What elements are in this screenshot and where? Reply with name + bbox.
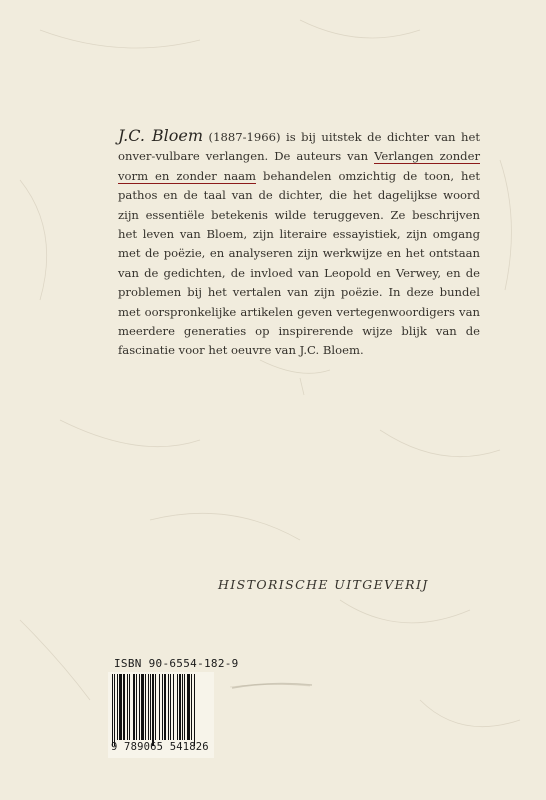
barcode-bar [123, 674, 125, 740]
author-years: (1887-1966) [203, 130, 287, 144]
barcode-bar [155, 674, 156, 740]
barcode-bar [136, 674, 137, 740]
barcode-bar [129, 674, 130, 740]
barcode-bar [191, 674, 192, 740]
barcode-bar [148, 674, 149, 740]
back-cover-blurb [118, 126, 480, 361]
barcode-bar [114, 674, 115, 746]
barcode-bar [152, 674, 154, 746]
book-title: Verlangen zonder vorm en zonder naam [118, 149, 480, 183]
barcode-bar [194, 674, 195, 746]
barcode-digits: 9 789065 541826 [111, 741, 209, 753]
barcode-bar [139, 674, 140, 740]
barcode-bar [173, 674, 174, 740]
barcode-bar [112, 674, 113, 746]
barcode-bar [117, 674, 118, 740]
blurb-text-part-2: behandelen omzichtig de toon, het pathos en de taal van de dichter, die het dagelijkse woord zijn essentiële betekenis wilde teruggeven. Ze beschrijven het leven van Bloem, zijn literaire essayistiek, zijn omgang met de poëzie, en analyseren zijn werkwijze en het ontstaan van de gedichten, de invloed van Leopold en Verwey, en de problemen bij het vertalen van zijn poëzie. In deze bundel met oorspronkelijke artikelen geven vertegenwoordigers van meerdere generaties op inspirerende wijze blijk van de fascinatie voor het oeuvre van J.C. Bloem. [118, 168, 480, 358]
barcode-bar [187, 674, 190, 740]
barcode-bar [179, 674, 181, 740]
barcode-bar [168, 674, 169, 740]
barcode-bar [182, 674, 183, 740]
barcode-bar [159, 674, 160, 740]
publisher-name: HISTORISCHE UITGEVERIJ [218, 577, 429, 592]
barcode-bar [184, 674, 185, 740]
barcode-bar [164, 674, 166, 740]
isbn-label: ISBN 90-6554-182-9 [114, 657, 239, 670]
barcode-bar [162, 674, 163, 740]
barcode-bar [127, 674, 128, 740]
blurb-text-part-1: is bij uitstek de dichter van het onver-vulbare verlangen. De auteurs van [118, 130, 480, 164]
barcode-bar [170, 674, 171, 740]
barcode-bar [141, 674, 144, 740]
barcode-bar [145, 674, 146, 740]
barcode-bar [150, 674, 151, 740]
author-name: J.C. Bloem [118, 126, 204, 145]
barcode-bar [119, 674, 122, 740]
barcode-bar [177, 674, 178, 740]
barcode-bar [133, 674, 135, 740]
